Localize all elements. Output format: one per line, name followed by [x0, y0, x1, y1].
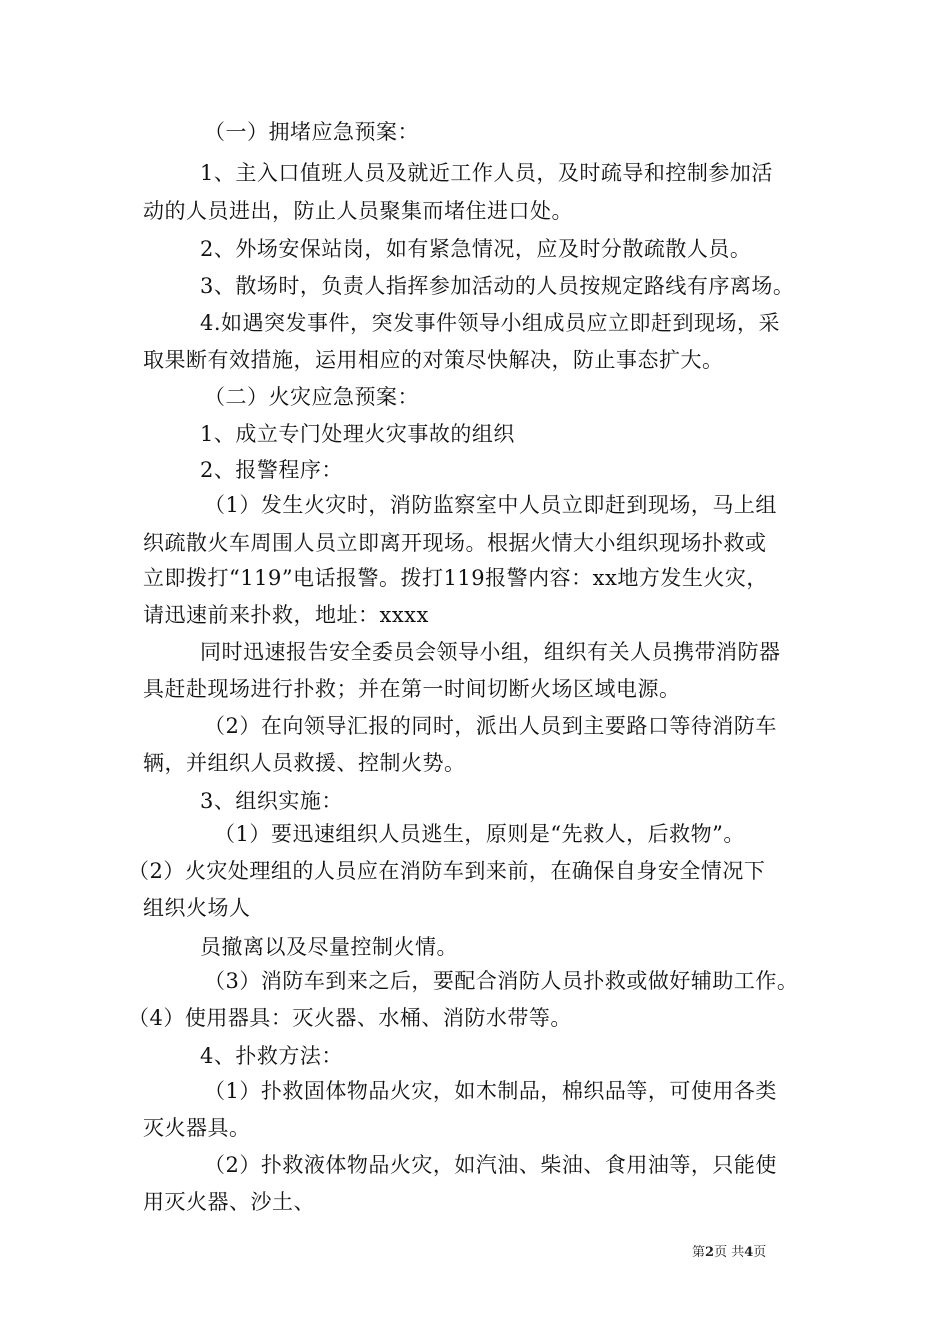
paragraph-line: （3）消防车到来之后，要配合消防人员扑救或做好辅助工作。 [204, 969, 799, 993]
paragraph-line: 用灭火器、沙土、 [143, 1190, 315, 1214]
paragraph-line: 组织火场人 [143, 896, 251, 920]
paragraph-line: 辆，并组织人员救援、控制火势。 [143, 751, 466, 775]
paragraph-line: 具赶赴现场进行扑救；并在第一时间切断火场区域电源。 [143, 677, 681, 701]
paragraph-line: 1、主入口值班人员及就近工作人员，及时疏导和控制参加活 [200, 161, 773, 185]
current-page-number: 2 [705, 1245, 715, 1260]
paragraph-line: （1）扑救固体物品火灾，如木制品，棉织品等，可使用各类 [204, 1079, 777, 1103]
paragraph-line: 2、外场安保站岗，如有紧急情况，应及时分散疏散人员。 [200, 237, 752, 261]
paragraph-line: （2）在向领导汇报的同时，派出人员到主要路口等待消防车 [204, 714, 777, 738]
paragraph-line: （1）发生火灾时，消防监察室中人员立即赶到现场，马上组 [204, 493, 777, 517]
paragraph-line: 1、成立专门处理火灾事故的组织 [200, 422, 515, 446]
paragraph-line: （1）要迅速组织人员逃生，原则是“先救人，后救物”。 [214, 822, 745, 846]
paragraph-line: （2）扑救液体物品火灾，如汽油、柴油、食用油等，只能使 [204, 1153, 777, 1177]
total-pages-number: 4 [744, 1245, 754, 1260]
paragraph-line: 立即拨打“119”电话报警。拨打119报警内容：xx地方发生火灾， [143, 566, 768, 590]
footer-suffix: 页 [753, 1245, 767, 1260]
paragraph-line: （2）火灾处理组的人员应在消防车到来前，在确保自身安全情况下 [128, 859, 766, 883]
paragraph-line: 员撤离以及尽量控制火情。 [200, 935, 458, 959]
paragraph-line: 动的人员进出，防止人员聚集而堵住进口处。 [143, 199, 573, 223]
paragraph-line: 织疏散火车周围人员立即离开现场。根据火情大小组织现场扑救或 [143, 531, 767, 555]
paragraph-line: （4）使用器具：灭火器、水桶、消防水带等。 [128, 1006, 572, 1030]
paragraph-line: 请迅速前来扑救，地址：xxxx [143, 603, 429, 627]
paragraph-line: 3、组织实施： [200, 789, 343, 813]
paragraph-line: 4.如遇突发事件，突发事件领导小组成员应立即赶到现场，采 [200, 311, 781, 335]
paragraph-line: 同时迅速报告安全委员会领导小组，组织有关人员携带消防器 [200, 640, 781, 664]
footer-middle: 页 共 [714, 1245, 745, 1260]
footer-prefix: 第 [692, 1245, 706, 1260]
paragraph-line: 灭火器具。 [143, 1116, 251, 1140]
paragraph-line: 3、散场时，负责人指挥参加活动的人员按规定路线有序离场。 [200, 274, 795, 298]
section-heading: （一）拥堵应急预案： [204, 120, 419, 144]
page-footer [692, 1245, 766, 1261]
paragraph-line: 2、报警程序： [200, 458, 343, 482]
section-heading: （二）火灾应急预案： [204, 385, 419, 409]
paragraph-line: 4、扑救方法： [200, 1044, 343, 1068]
paragraph-line: 取果断有效措施，运用相应的对策尽快解决，防止事态扩大。 [143, 348, 724, 372]
